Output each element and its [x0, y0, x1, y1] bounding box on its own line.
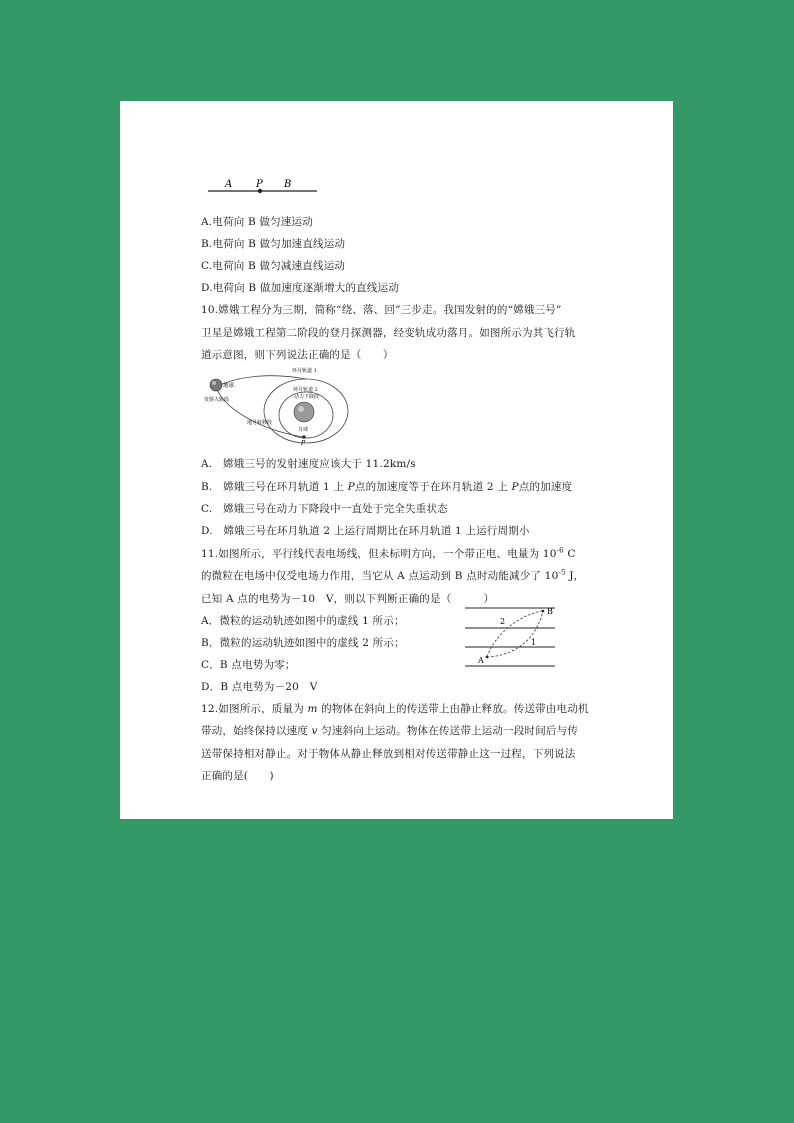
q10-option-b — [201, 479, 572, 494]
q10-option-b-pre: B. 嫦娥三号在环月轨道 1 上 — [201, 481, 348, 493]
q12-stem-line-3: 送带保持相对静止。对于物体从静止释放到相对传送带静止这一过程，下列说法 — [201, 748, 576, 760]
q11-l1-exponent: -6 — [556, 546, 564, 555]
q9-option-c: C.电荷向 B 做匀减速直线运动 — [201, 260, 346, 272]
q9-option-d: D.电荷向 B 做加速度逐渐增大的直线运动 — [201, 282, 399, 294]
q10-option-b-post: 点的加速度 — [518, 481, 573, 493]
fig-label-moon: 月球 — [298, 427, 309, 433]
q9-option-b: B.电荷向 B 做匀加速直线运动 — [201, 238, 346, 250]
q11-l2-text: 的微粒在电场中仅受电场力作用，当它从 A 点运动到 B 点时动能减少了 10 — [201, 570, 559, 582]
q12-stem-line-2 — [201, 723, 578, 738]
q10-stem-line-3: 道示意图，则下列说法正确的是（ ） — [201, 349, 394, 361]
fig-label-launch: 发射入轨段 — [204, 397, 230, 403]
q12-l2-text: 带动，始终保持以速度 — [201, 725, 312, 737]
q11-l2-unit: J， — [565, 570, 585, 582]
q12-stem-line-1 — [201, 701, 589, 716]
fig-label-1: 1 — [531, 638, 537, 647]
q9-option-a: A.电荷向 B 做匀速运动 — [201, 216, 313, 228]
q11-l1-text: 11.如图所示，平行线代表电场线，但未标明方向，一个带正电、电量为 10 — [201, 548, 557, 560]
q10-option-a: A. 嫦娥三号的发射速度应该大于 11.2km/s — [201, 458, 416, 470]
exam-page — [120, 101, 673, 819]
q11-stem-line-1 — [201, 546, 576, 561]
q10-option-c: C. 嫦娥三号在动力下降段中一直处于完全失重状态 — [201, 503, 448, 515]
q11-stem-line-2 — [201, 568, 584, 583]
field-lines-figure — [465, 604, 565, 668]
q12-l1-rest: 的物体在斜向上的传送带上由静止释放。传送带由电动机 — [317, 703, 589, 715]
q12-velocity-symbol: v — [311, 725, 318, 737]
fig-label-2: 2 — [500, 617, 506, 626]
q10-option-d: D. 嫦娥三号在环月轨道 2 上运行周期比在环月轨道 1 上运行周期小 — [201, 525, 530, 537]
q11-l2-exponent: -5 — [558, 568, 566, 577]
fig-label-transfer: 地月转移段 — [247, 420, 273, 426]
label-a: A — [225, 179, 233, 190]
label-p: P — [256, 179, 263, 190]
fig-label-descent: 动力下降段 — [294, 394, 320, 400]
q10-option-b-p1: P — [347, 481, 355, 493]
q11-option-d: D．B 点电势为－20 V — [201, 681, 318, 693]
q10-option-b-p2: P — [511, 481, 519, 493]
apb-line-figure — [205, 174, 320, 196]
label-b: B — [284, 179, 292, 190]
q12-l2-rest: 匀速斜向上运动。物体在传送带上运动一段时间后与传 — [317, 725, 579, 737]
fig-label-earth: 地球 — [223, 383, 235, 389]
fig-label-a: A — [478, 656, 484, 665]
q10-option-b-mid: 点的加速度等于在环月轨道 2 上 — [354, 481, 512, 493]
q11-l1-unit: C — [563, 548, 576, 560]
orbit-diagram — [204, 365, 359, 447]
fig-label-b: B — [547, 607, 553, 616]
q11-option-b: B．微粒的运动轨迹如图中的虚线 2 所示； — [201, 637, 405, 649]
fig-label-orbit2: 环月轨道 2 — [293, 387, 318, 393]
fig-label-orbit1: 环月轨道 1 — [292, 368, 317, 374]
q12-l1-text: 12.如图所示，质量为 — [201, 703, 308, 715]
q12-stem-line-4: 正确的是( ) — [201, 770, 274, 782]
q11-stem-line-3: 已知 A 点的电势为－10 V，则以下判断正确的是（ ） — [201, 593, 495, 605]
q10-stem-line-1: 10.嫦娥工程分为三期，简称“绕、落、回”三步走。我国发射的的“嫦娥三号” — [201, 304, 562, 316]
q11-option-a: A．微粒的运动轨迹如图中的虚线 1 所示； — [201, 615, 405, 627]
fig-label-p: P — [301, 440, 306, 447]
q10-stem-line-2: 卫星是嫦娥工程第二阶段的登月探测器，经变轨成功落月。如图所示为其飞行轨 — [201, 327, 576, 339]
q11-option-c: C．B 点电势为零； — [201, 659, 296, 671]
q12-mass-symbol: m — [307, 703, 318, 715]
